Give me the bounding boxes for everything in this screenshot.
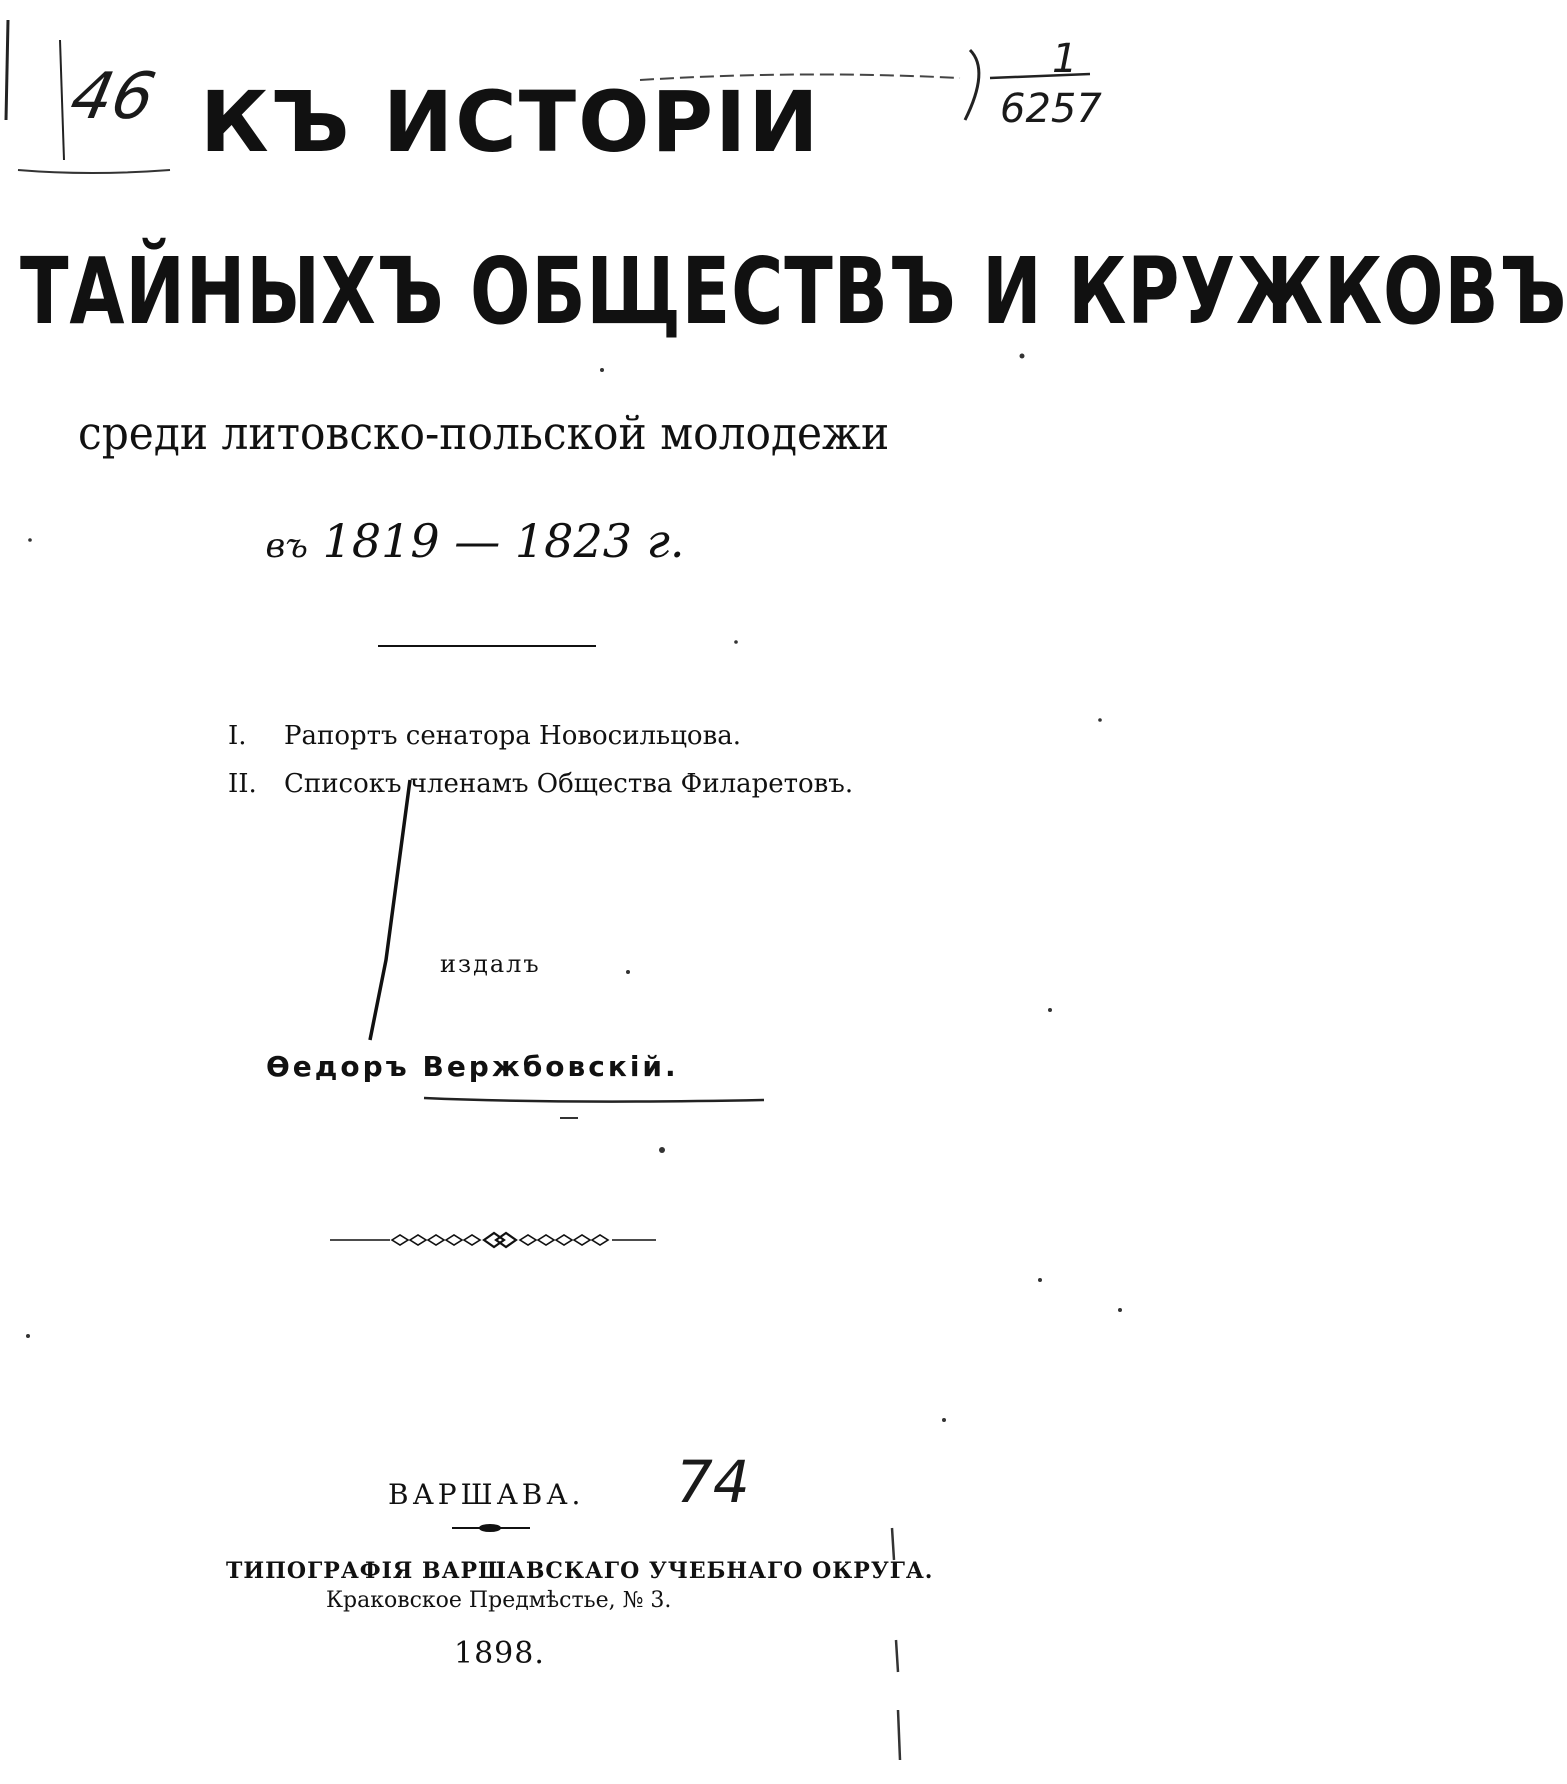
pencil-stroke-right-1 [892, 1528, 894, 1560]
years-range: 1819 — 1823 г. [322, 514, 685, 568]
imprint-city: ВАРШАВА. [388, 1478, 585, 1511]
pencil-stroke-vertical [370, 780, 410, 1040]
handwritten-number-top-right-upper: 1 [1052, 36, 1078, 82]
author-name: Өедоръ Вержбовскій. [266, 1050, 679, 1083]
pencil-mark-top-right [965, 50, 979, 120]
paper-speckles [26, 354, 1122, 1423]
pencil-stroke-right-2 [896, 1640, 898, 1672]
years-prefix: въ [265, 526, 308, 566]
contents-item-text: Списокъ членамъ Общества Филаретовъ. [284, 769, 854, 799]
imprint-printer: ТИПОГРАФІЯ ВАРШАВСКАГО УЧЕБНАГО ОКРУГА. [226, 1558, 934, 1584]
handwritten-number-near-city: 74 [676, 1448, 750, 1516]
pencil-stroke-top-left [60, 40, 64, 160]
contents-item-number: II. [228, 769, 257, 799]
city-rule [452, 1525, 530, 1531]
title-line-1: КЪ ИСТОРІИ [200, 73, 821, 171]
pencil-stroke-right-3 [898, 1710, 900, 1760]
title-line-2: ТАЙНЫХЪ ОБЩЕСТВЪ И КРУЖКОВЪ [20, 238, 1567, 345]
author-underline [424, 1098, 764, 1102]
pencil-underline-top-left [18, 170, 170, 173]
handwritten-number-top-left: 46 [64, 60, 162, 134]
handwritten-number-top-right-lower: 6257 [1000, 86, 1102, 132]
pencil-fraction-line [990, 74, 1090, 78]
publisher-label: издалъ [440, 950, 541, 978]
imprint-year: 1898. [454, 1636, 545, 1671]
imprint-address: Краковское Предмѣстье, № 3. [326, 1588, 672, 1613]
subtitle: среди литовско-польской молодежи [78, 406, 890, 460]
pencil-line-top [640, 74, 960, 80]
contents-item-number: I. [228, 721, 247, 751]
ornament-rule [330, 1233, 656, 1247]
pencil-stroke-left-margin [6, 20, 8, 120]
contents-item-text: Рапортъ сенатора Новосильцова. [284, 721, 741, 751]
